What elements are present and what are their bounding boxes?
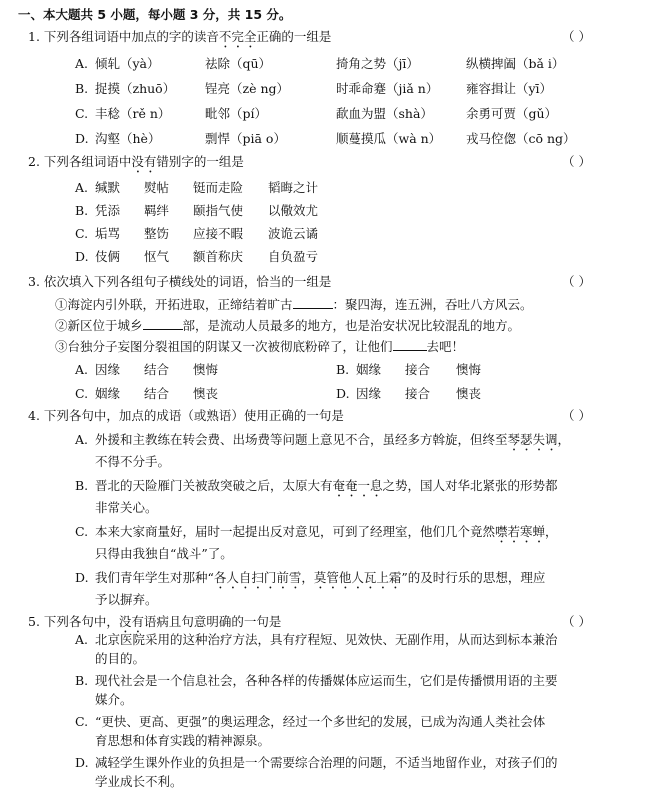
option-cell: 铤而走险 bbox=[193, 180, 244, 195]
option-cell: 倾轧（yà） bbox=[95, 56, 160, 71]
option-cell: 垢骂 bbox=[95, 226, 121, 241]
option-cell: 伎俩 bbox=[95, 249, 121, 264]
q1-answer-bracket: （ ） bbox=[562, 29, 591, 44]
option-text: “更快、更高、更强”的奥运理念，经过一个多世纪的发展，已成为沟通人类社会体 bbox=[95, 714, 546, 729]
option-text: 的目的。 bbox=[95, 651, 146, 666]
option-cell: 时乖命蹇（jiǎ n） bbox=[336, 81, 439, 96]
option-cell: 结合 bbox=[144, 362, 170, 377]
option-cell: 因缘 bbox=[95, 362, 121, 377]
option-text: 不得不分手。 bbox=[95, 454, 171, 469]
option-cell: 掎角之势（jī） bbox=[336, 56, 419, 71]
q2-answer-bracket: （ ） bbox=[562, 154, 591, 169]
option-cell: 剽悍（piā o） bbox=[205, 131, 286, 146]
q4-stem: 4. 下列各句中，加点的成语（或熟语）使用正确的一句是 bbox=[28, 408, 344, 423]
option-cell: 应接不暇 bbox=[193, 226, 244, 241]
option-letter: A. bbox=[75, 362, 89, 377]
option-letter: D. bbox=[75, 755, 89, 770]
option-letter: B. bbox=[75, 478, 89, 493]
option-text: 晋北的天险雁门关被敌突破之后，太原大有奄奄一息之势，国人对华北紧张的形势都 bbox=[95, 478, 558, 493]
option-letter: D. bbox=[336, 386, 350, 401]
q5-answer-bracket: （ ） bbox=[562, 614, 591, 629]
option-letter: A. bbox=[75, 632, 89, 647]
option-cell: 纵横捭阖（bǎ i） bbox=[466, 56, 565, 71]
option-cell: 缄默 bbox=[95, 180, 121, 195]
option-cell: 雍容揖让（yī） bbox=[466, 81, 553, 96]
option-text: 学业成长不利。 bbox=[95, 774, 183, 789]
q1-stem: 1. 下列各组词语中加点的字的读音不完全正确的一组是 bbox=[28, 29, 332, 44]
option-text: 育思想和体育实践的精神源泉。 bbox=[95, 733, 271, 748]
option-cell: 以儆效尤 bbox=[268, 203, 319, 218]
option-cell: 姻缘 bbox=[95, 386, 121, 401]
option-cell: 懊悔 bbox=[456, 362, 482, 377]
idiom-emphasis: 各人自扫门前雪，莫管他人瓦上霜 bbox=[213, 570, 402, 585]
option-letter: A. bbox=[75, 180, 89, 195]
option-cell: 祛除（qū） bbox=[205, 56, 272, 71]
option-cell: 接合 bbox=[405, 362, 431, 377]
option-cell: 额首称庆 bbox=[193, 249, 244, 264]
option-cell: 自负盈亏 bbox=[268, 249, 319, 264]
option-letter: A. bbox=[75, 56, 89, 71]
option-cell: 波诡云谲 bbox=[268, 226, 319, 241]
option-cell: 羁绊 bbox=[144, 203, 170, 218]
fill-blank bbox=[143, 317, 183, 330]
idiom-emphasis: 噤若寒蝉 bbox=[495, 524, 546, 539]
option-letter: B. bbox=[75, 203, 89, 218]
fill-blank bbox=[293, 296, 333, 309]
q1-emphasis: 不完全 bbox=[218, 29, 257, 44]
idiom-emphasis: 奄奄一息 bbox=[332, 478, 383, 493]
option-cell: 捉摸（zhuō） bbox=[95, 81, 176, 96]
option-text: 减轻学生课外作业的负担是一个需要综合治理的问题，不适当地留作业，对孩子们的 bbox=[95, 755, 558, 770]
option-letter: D. bbox=[75, 131, 89, 146]
option-cell: 毗邻（pí） bbox=[205, 106, 267, 121]
q3-sentence-2: ②新区位于城乡 部，是流动人员最多的地方，也是治安状况比较混乱的地方。 bbox=[55, 318, 521, 333]
option-cell: 熨帖 bbox=[144, 180, 170, 195]
option-letter: C. bbox=[75, 524, 89, 539]
option-text: 非常关心。 bbox=[95, 500, 158, 515]
option-text: 现代社会是一个信息社会，各种各样的传播媒体应运而生，它们是传播惯用语的主要 bbox=[95, 673, 558, 688]
option-text: 外援和主教练在转会费、出场费等问题上意见不合，虽经多方斡旋，但终至琴瑟失调， bbox=[95, 432, 571, 447]
option-letter: A. bbox=[75, 432, 89, 447]
option-text: 本来大家商量好，届时一起提出反对意见，可到了经理室，他们几个竟然噤若寒蝉， bbox=[95, 524, 558, 539]
option-cell: 懊丧 bbox=[456, 386, 482, 401]
q3-sentence-3: ③台独分子妄图分裂祖国的阴谋又一次被彻底粉碎了，让他们 去吧！ bbox=[55, 339, 465, 354]
option-cell: 歃血为盟（shà） bbox=[336, 106, 433, 121]
option-letter: C. bbox=[75, 714, 89, 729]
option-text: 北京医院采用的这种治疗方法，具有疗程短、见效快、无副作用，从而达到标本兼治 bbox=[95, 632, 558, 647]
option-cell: 整饬 bbox=[144, 226, 170, 241]
option-cell: 余勇可贾（gǔ） bbox=[466, 106, 558, 121]
idiom-emphasis: 琴瑟失调 bbox=[507, 432, 558, 447]
option-text: 我们青年学生对那种“各人自扫门前雪，莫管他人瓦上霜”的及时行乐的思想，理应 bbox=[95, 570, 546, 585]
option-letter: D. bbox=[75, 249, 89, 264]
option-letter: B. bbox=[336, 362, 350, 377]
option-cell: 顺蔓摸瓜（wà n） bbox=[336, 131, 442, 146]
option-letter: C. bbox=[75, 106, 89, 121]
option-cell: 颐指气使 bbox=[193, 203, 244, 218]
option-cell: 韬晦之计 bbox=[268, 180, 319, 195]
option-cell: 因缘 bbox=[356, 386, 382, 401]
q5-emphasis: 没有 bbox=[118, 614, 144, 629]
section-heading: 一、本大题共 5 小题，每小题 3 分，共 15 分。 bbox=[18, 7, 292, 22]
option-text: 媒介。 bbox=[95, 692, 133, 707]
q2-emphasis: 没有 bbox=[131, 154, 157, 169]
q3-sentence-1: ①海淀内引外联，开拓进取，正缔结着旷古 ：聚四海，连五洲，吞吐八方风云。 bbox=[55, 297, 533, 312]
q3-answer-bracket: （ ） bbox=[562, 274, 591, 289]
option-letter: C. bbox=[75, 226, 89, 241]
option-letter: D. bbox=[75, 570, 89, 585]
fill-blank bbox=[393, 338, 427, 351]
option-cell: 懊丧 bbox=[193, 386, 219, 401]
option-text: 只得由我独自“战斗”了。 bbox=[95, 546, 233, 561]
q2-stem: 2. 下列各组词语中没有错别字的一组是 bbox=[28, 154, 244, 169]
option-cell: 懊悔 bbox=[193, 362, 219, 377]
option-cell: 怄气 bbox=[144, 249, 170, 264]
q3-stem: 3. 依次填入下列各组句子横线处的词语，恰当的一组是 bbox=[28, 274, 332, 289]
q5-stem: 5. 下列各句中，没有语病且句意明确的一句是 bbox=[28, 614, 282, 629]
q4-answer-bracket: （ ） bbox=[562, 408, 591, 423]
option-cell: 结合 bbox=[144, 386, 170, 401]
option-letter: C. bbox=[75, 386, 89, 401]
option-cell: 戎马倥偬（cō ng） bbox=[466, 131, 576, 146]
option-letter: B. bbox=[75, 81, 89, 96]
option-text: 予以摒弃。 bbox=[95, 592, 158, 607]
option-cell: 接合 bbox=[405, 386, 431, 401]
option-cell: 沟壑（hè） bbox=[95, 131, 161, 146]
option-cell: 凭添 bbox=[95, 203, 121, 218]
option-letter: B. bbox=[75, 673, 89, 688]
option-cell: 姻缘 bbox=[356, 362, 382, 377]
option-cell: 锃亮（zè ng） bbox=[205, 81, 290, 96]
option-cell: 丰稔（rě n） bbox=[95, 106, 171, 121]
